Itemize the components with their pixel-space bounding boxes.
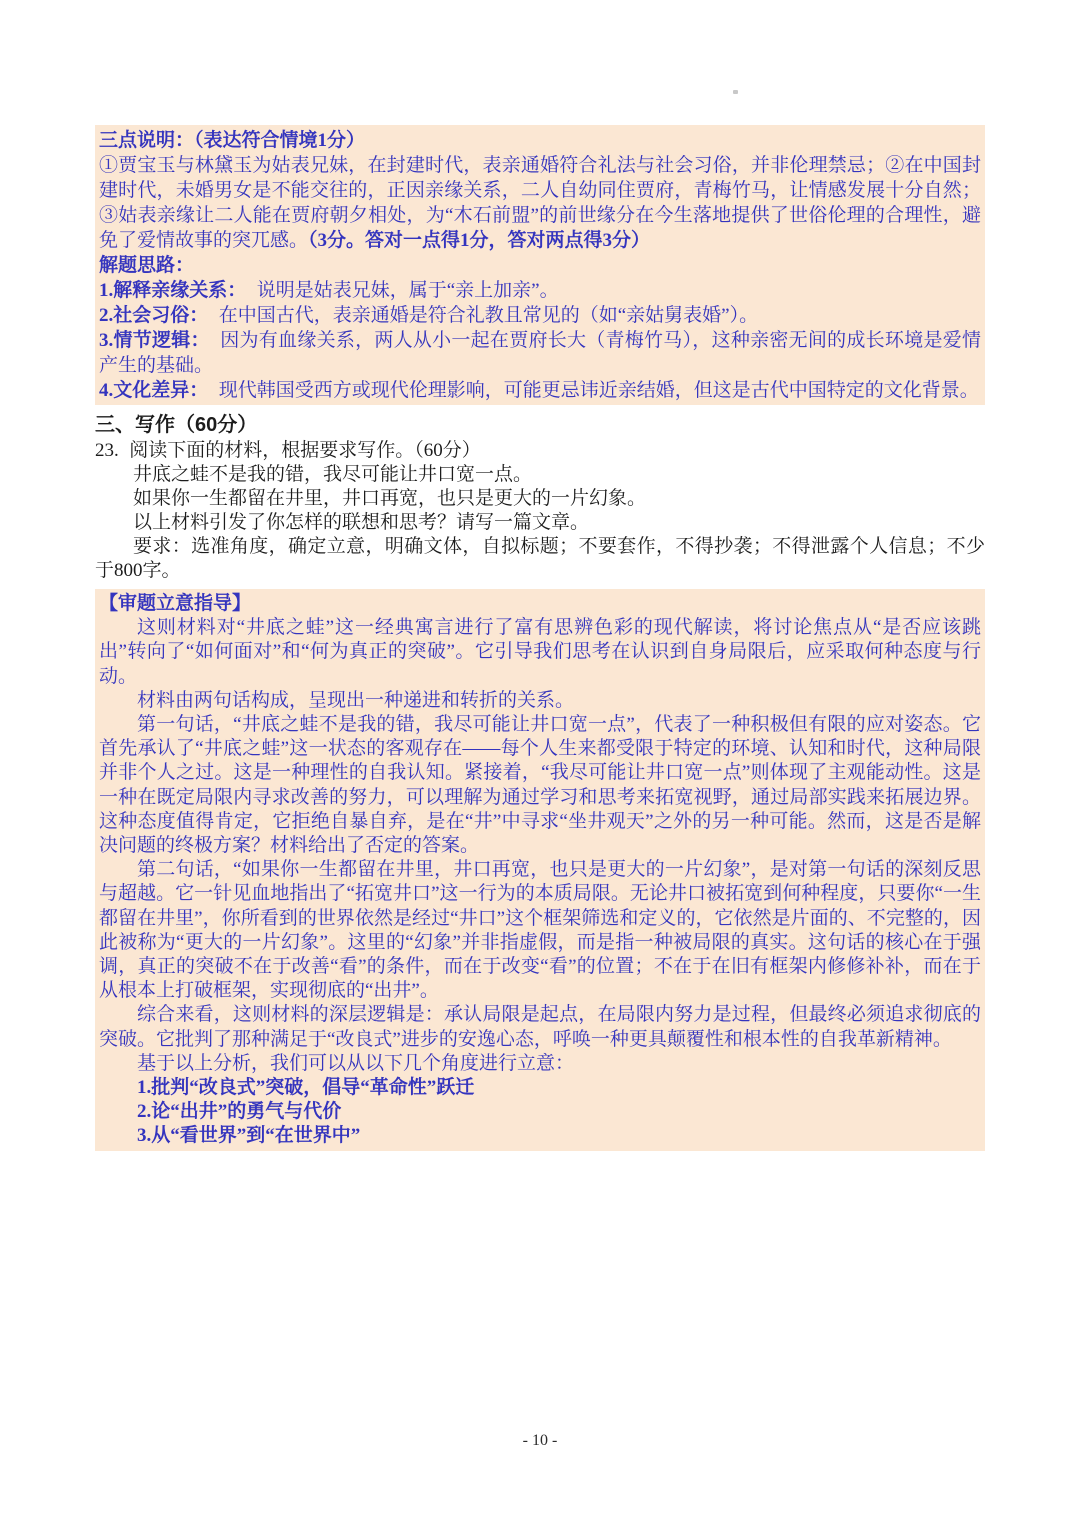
guidance-angle-3: 3.从“看世界”到“在世界中”	[137, 1125, 361, 1147]
thinking-item-2-text: 在中国古代，表亲通婚是符合礼教且常见的（如“亲姑舅表婚”）。	[218, 305, 759, 326]
question-line	[95, 439, 985, 463]
thinking-item-3-label: 3.情节逻辑：	[99, 330, 210, 351]
material-line-2: 如果你一生都留在井里，井口再宽，也只是更大的一片幻象。	[133, 488, 647, 509]
guidance-paragraph-5: 综合来看，这则材料的深层逻辑是：承认局限是起点，在局限内努力是过程，但最终必须追求彻底的突破。它批判了那种满足于“改良式”进步的安逸心态，呼唤一种更具颠覆性和根本性的自我革新精神。	[99, 1004, 981, 1050]
guidance-paragraph-4: 第二句话，“如果你一生都留在井里，井口再宽，也只是更大的一片幻象”，是对第一句话的深刻反思与超越。它一针见血地指出了“拓宽井口”这一行为的本质局限。无论井口被拓宽到何种程度，只要你“一生都留在井里”，你所看到的世界依然是经过“井口”这个框架筛选和定义的，它依然是片面的、不完整的，因此被称为“更大的一片幻象”。这里的“幻象”并非指虚假，而是指一种被局限的真实。这句话的核心在于强调，真正的突破不在于改善“看”的条件，而在于改变“看”的位置；不在于在旧有框架内修修补补，而在于从根本上打破框架，实现彻底的“出井”。	[99, 859, 981, 1002]
thinking-heading: 解题思路：	[99, 255, 195, 276]
question-number: 23.	[95, 440, 119, 461]
scan-artifact-dot	[733, 90, 738, 94]
guidance-paragraph-2: 材料由两句话构成，呈现出一种递进和转折的关系。	[137, 689, 575, 711]
question-intro: 阅读下面的材料，根据要求写作。（60分）	[129, 440, 481, 461]
material-line-1: 井底之蛙不是我的错，我尽可能让井口宽一点。	[133, 464, 533, 485]
thinking-item-2	[99, 303, 981, 328]
thinking-item-2-label: 2.社会习俗：	[99, 305, 209, 326]
guidance-paragraph-1: 这则材料对“井底之蛙”这一经典寓言进行了富有思辨色彩的现代解读，将讨论焦点从“是否应该跳出”转向了“如何面对”和“何为真正的突破”。它引导我们思考在认识到自身局限后，应采取何种态度与行动。	[99, 617, 981, 687]
guidance-paragraph-6: 基于以上分析，我们可以从以下几个角度进行立意：	[137, 1052, 575, 1074]
thinking-item-4-text: 现代韩国受西方或现代伦理影响，可能更忌讳近亲结婚，但这是古代中国特定的文化背景。	[218, 380, 979, 401]
requirements-paragraph: 要求：选准角度，确定立意，明确文体，自拟标题；不要套作，不得抄袭；不得泄露个人信息；不少于800字。	[95, 536, 985, 581]
writing-section	[95, 412, 985, 583]
guidance-heading: 【审题立意指导】	[99, 593, 252, 614]
answer-notes-heading: 三点说明：（表达符合情境1分）	[99, 130, 366, 151]
thinking-item-4	[99, 378, 981, 403]
thinking-item-1	[99, 278, 981, 303]
thinking-item-1-text: 说明是姑表兄妹，属于“亲上加亲”。	[256, 280, 559, 301]
answer-notes-points-text: ①贾宝玉与林黛玉为姑表兄妹，在封建时代，表亲通婚符合礼法与社会习俗，并非伦理禁忌；②在中国封建时代，未婚男女是不能交往的，正因亲缘关系，二人自幼同住贾府，青梅竹马，让情感发展十分自然；③姑表亲缘让二人能在贾府朝夕相处，为“木石前盟”的前世缘分在今生落地提供了世俗伦理的合理性，避免了爱情故事的突兀感。	[99, 155, 981, 251]
guidance-angle-2: 2.论“出井”的勇气与代价	[137, 1101, 342, 1123]
answer-notes-points	[99, 153, 981, 253]
material-line-3: 以上材料引发了你怎样的联想和思考？请写一篇文章。	[133, 512, 590, 533]
thinking-item-1-label: 1.解释亲缘关系：	[99, 280, 247, 301]
guidance-angle-1: 1.批判“改良式”突破，倡导“革命性”跃迁	[137, 1077, 475, 1099]
thinking-item-3	[99, 328, 981, 378]
guidance-paragraph-3: 第一句话，“井底之蛙不是我的错，我尽可能让井口宽一点”，代表了一种积极但有限的应对姿态。它首先承认了“井底之蛙”这一状态的客观存在——每个人生来都受限于特定的环境、认知和时代，这种局限并非个人之过。这是一种理性的自我认知。紧接着，“我尽可能让井口宽一点”则体现了主观能动性。这是一种在既定局限内寻求改善的努力，可以理解为通过学习和思考来拓宽视野，通过局部实践来拓展边界。这种态度值得肯定，它拒绝自暴自弃，是在“井”中寻求“坐井观天”之外的另一种可能。然而，这是否是解决问题的终极方案？材料给出了否定的答案。	[99, 714, 981, 857]
answer-notes-score-note: （3分。答对一点得1分，答对两点得3分）	[308, 230, 651, 251]
page-number: - 10 -	[522, 1432, 558, 1449]
writing-section-heading: 三、写作（60分）	[95, 414, 258, 436]
thinking-item-3-text: 因为有血缘关系，两人从小一起在贾府长大（青梅竹马），这种亲密无间的成长环境是爱情产生的基础。	[99, 330, 981, 376]
answer-notes-block	[95, 125, 985, 405]
guidance-block	[95, 589, 985, 1151]
thinking-item-4-label: 4.文化差异：	[99, 380, 209, 401]
page-content	[95, 125, 985, 1151]
